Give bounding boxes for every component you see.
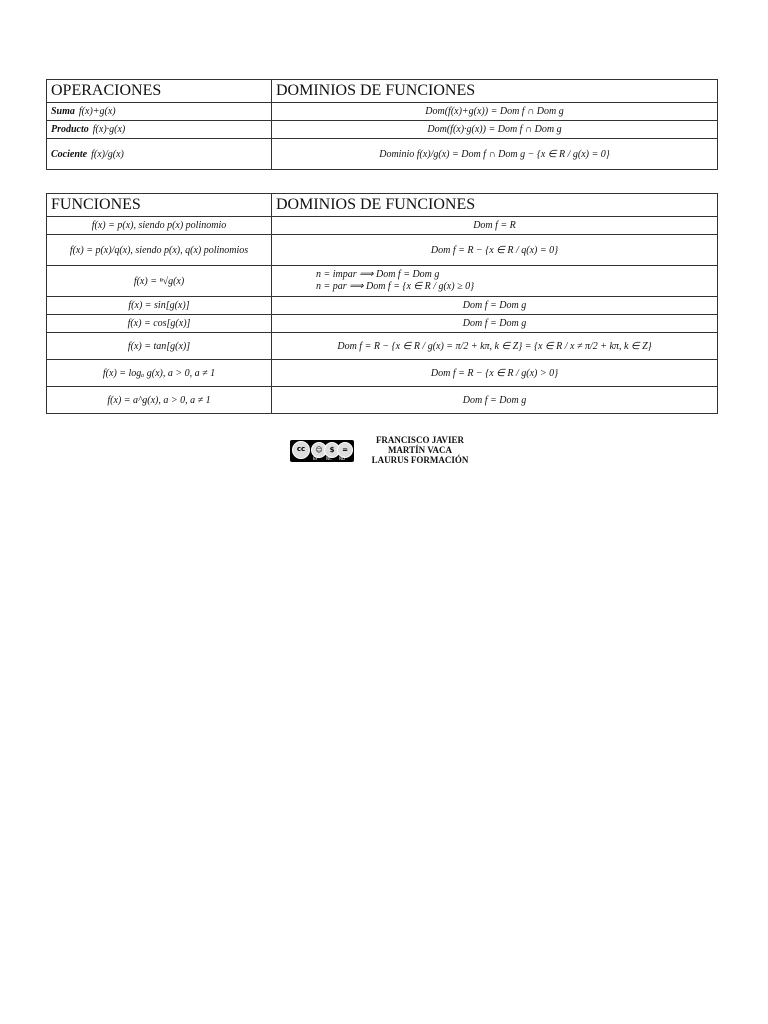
table-row <box>47 360 718 387</box>
domain-cell: Dom f = R − {x ∈ R / g(x) > 0} <box>272 360 718 387</box>
by-attribution-icon: ☺ <box>311 442 327 458</box>
nc-label: NC <box>326 456 332 461</box>
op-domain: Dom(f(x)·g(x)) = Dom f ∩ Dom g <box>272 121 718 139</box>
domain-cell: Dom f = Dom g <box>272 387 718 414</box>
function-cell: f(x) = logₐ g(x), a > 0, a ≠ 1 <box>47 360 272 387</box>
author-line-2: MARTÍN VACA <box>387 445 453 455</box>
domain-cell: Dom f = R <box>272 217 718 235</box>
table-row <box>47 266 718 297</box>
op-label: Cociente <box>51 148 88 160</box>
op-domain: Dominio f(x)/g(x) = Dom f ∩ Dom g − {x ∈ R / g(x) = 0} <box>272 139 718 170</box>
table-row <box>47 297 718 315</box>
function-cell: f(x) = ⁿ√g(x) <box>47 266 272 297</box>
credit-block <box>290 435 480 467</box>
operations-table <box>46 79 718 170</box>
op-formula: f(x)/g(x) <box>91 148 124 160</box>
table-row <box>47 315 718 333</box>
header-dominios: DOMINIOS DE FUNCIONES <box>272 194 718 217</box>
domain-cell <box>272 266 718 297</box>
by-label: BY <box>313 456 318 461</box>
function-cell: f(x) = a^g(x), a > 0, a ≠ 1 <box>47 387 272 414</box>
nd-label: ND <box>339 456 346 461</box>
op-label: Producto <box>51 124 89 135</box>
op-domain: Dom(f(x)+g(x)) = Dom f ∩ Dom g <box>272 103 718 121</box>
domain-even: n = par ⟹ Dom f = {x ∈ R / g(x) ≥ 0} <box>316 281 475 292</box>
op-cell <box>47 139 272 170</box>
table-row <box>47 139 718 170</box>
table-row <box>47 121 718 139</box>
domain-cell: Dom f = Dom g <box>272 315 718 333</box>
noncommercial-icon: $ <box>324 442 340 458</box>
cc-icon: cc <box>292 441 310 459</box>
author-line-1: FRANCISCO JAVIER <box>375 435 465 445</box>
op-cell <box>47 121 272 139</box>
header-operaciones: OPERACIONES <box>47 80 272 103</box>
creative-commons-license-icon[interactable] <box>290 440 354 462</box>
domain-cell: Dom f = R − {x ∈ R / g(x) = π/2 + kπ, k ∈ Z} = {x ∈ R / x ≠ π/2 + kπ, k ∈ Z} <box>272 333 718 360</box>
header-funciones: FUNCIONES <box>47 194 272 217</box>
functions-table <box>46 193 718 414</box>
table-row <box>47 333 718 360</box>
header-dominios: DOMINIOS DE FUNCIONES <box>272 80 718 103</box>
domain-cell: Dom f = R − {x ∈ R / q(x) = 0} <box>272 235 718 266</box>
table-row <box>47 235 718 266</box>
function-cell: f(x) = cos[g(x)] <box>47 315 272 333</box>
function-cell: f(x) = p(x)/q(x), siendo p(x), q(x) polinomios <box>47 235 272 266</box>
op-cell <box>47 103 272 121</box>
author-name <box>360 435 480 465</box>
op-label: Suma <box>51 106 75 117</box>
function-cell: f(x) = sin[g(x)] <box>47 297 272 315</box>
noderivatives-icon: = <box>337 442 353 458</box>
author-line-3: LAURUS FORMACIÓN <box>371 455 469 465</box>
domain-cell: Dom f = Dom g <box>272 297 718 315</box>
table-row <box>47 387 718 414</box>
domain-odd: n = impar ⟹ Dom f = Dom g <box>316 269 440 280</box>
table-row <box>47 103 718 121</box>
table-row <box>47 217 718 235</box>
function-cell: f(x) = tan[g(x)] <box>47 333 272 360</box>
op-formula: f(x)·g(x) <box>92 124 126 135</box>
op-formula: f(x)+g(x) <box>78 106 116 117</box>
function-cell: f(x) = p(x), siendo p(x) polinomio <box>47 217 272 235</box>
